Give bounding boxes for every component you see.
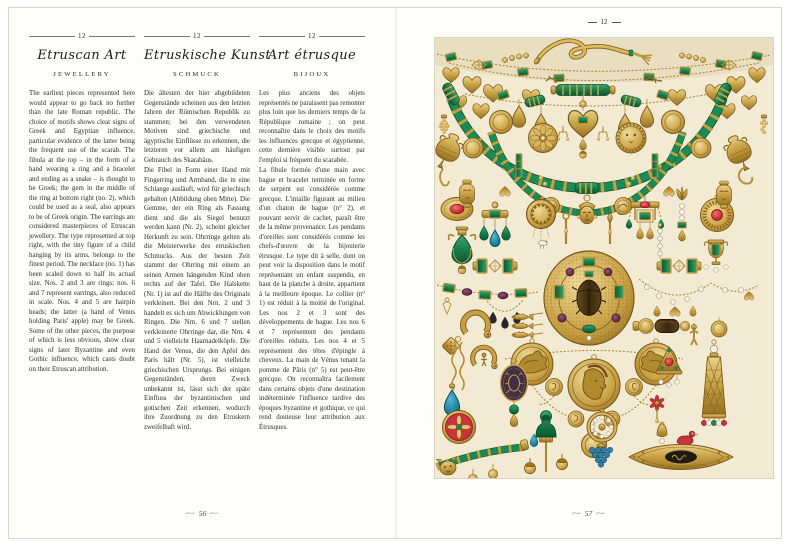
column-subtitle: SCHMUCK <box>172 71 221 78</box>
paragraph: The earliest pieces represented here would appear to go back no further than the late Roman republic. The choice of motifs shows clear signs of Greek and Egyptian influence, particular evidence of the latter being the frequent use of the scarab. The fibula at the top – in the form of a hand wearing a ring and a bracelet and ending as a snake – is thought to be Greek; the gem in the middle of the ring at bottom right (no. 2), which could be used as a seal, also appears to be of Greek origin. The earrings are considered masterpieces of Etruscan jewellery. The type represented at top right, with the tiny figure of a child hanging by its arms, belongs to the finest period. The necklace (no. 1) has been scaled down to half its actual size. Nos. 2 and 3 are rings; nos. 6 and 7 represent earrings, also reduced in scale. Nos. 4 and 5 are hairpin heads; the latter (a hand of Venus holding Paris' apple) may be Greek. Some of the other pieces, the purpose of which is less obvious, show clear signs of later Byzantine and even Gothic influence, which casts doubt on their Etruscan attribution. <box>29 90 135 373</box>
lion-medallion <box>616 123 646 153</box>
plate-number: 12 <box>78 32 86 40</box>
page-number-flourish: ~ <box>209 509 219 518</box>
plate-number: 12 <box>193 32 201 40</box>
right-page <box>396 8 781 538</box>
jewellery-plate-illustration <box>435 38 773 478</box>
column-body <box>144 89 250 432</box>
paragraph: Die Fibel in Form einer Hand mit Fingerring und Armband, die in eine Schlange ausläuft, wird für griechisch gehalten (Abbildung oben Mitte). Die Gemme, der ein Ring als Fassung dient und die als Siegel benutzt werden kann (Nr. 2), scheint gleicher Herkunft zu sein. Ohrringe gelten als die Meisterwerke des etruskischen Schmucks. Aus der besten Zeit stammt der Ohrring mit einem an seinen Armen hängenden Kind oben rechts auf der Tafel. Die Halskette (Nr. 1) ist auf die Hälfte des Originals verkleinert. Bei den Nrn. 2 und 3 handelt es sich um Abwicklungen von Ringen. Die Nrn. 6 und 7 stellen verkleinerte Ohrringe dar, die Nrn. 4 und 5 vielleicht Haarnadelköpfe. Die Hand der Venus, die den Apfel des Paris hält (Nr. 5), ist vielleicht griechischen Ursprungs. Bei einigen Gegenständen, deren Zweck unbekannt ist, lässt sich der späte Einfluss der byzantinischen und gotischen Zeit erkennen, wodurch ihre Zuordnung zu den Etruskern zweifelhaft wird. <box>144 167 250 431</box>
plate-header <box>435 18 773 26</box>
jewellery-plate <box>435 38 773 478</box>
page-number-value: 57 <box>584 509 593 518</box>
paragraph: La fibule formée d'une main avec bague et bracelet terminée en forme de serpent est considérée comme grecque. L'intaille figurant au milieu d'un chaton de bague (n° 2), et pouvant servir de cachet, paraît être de la même provenance. Les pendants d'oreilles sont considérés comme les chefs-d'œuvre de la bijouterie étrusque. Le type dit à selle, dont on peut voir la disposition dans le motif représentant un enfant suspendu, en haut de la planche à droite, appartient à la meilleure époque. Le collier (n° 1) est réduit à la moitié de l'original. Les nos 2 et 3 sont des développements de bague. Les nos 6 et 7 représentent des pendants d'oreilles réduits. Les nos 4 et 5 représentent des têtes d'épingle à cheveux. La main de Vénus tenant la pomme de Pâris (n° 5) est peut-être grecque. On reconnaîtra facilement dans certains objets d'une destination indéterminée l'influence tardive des époques byzantine et gothique, ce qui rend douteuse leur attribution aux Étrusques. <box>259 167 365 431</box>
column-title: Etruskische Kunst <box>144 48 272 63</box>
header-rule-right <box>89 36 135 37</box>
stamped-medallion-right <box>615 198 632 215</box>
emerald-bar-brooch-right <box>657 259 701 273</box>
page-number-right <box>396 509 781 518</box>
page-number-flourish: ~ <box>572 509 582 518</box>
green-coil-bar <box>551 85 615 96</box>
column-german <box>144 32 272 433</box>
plate-number: 12 <box>600 18 608 26</box>
column-french <box>259 32 365 433</box>
text-columns <box>29 32 367 433</box>
column-body <box>29 89 135 374</box>
column-header <box>144 32 250 40</box>
book-spine <box>395 8 398 538</box>
page-number-flourish: ~ <box>595 509 605 518</box>
emerald-bar-brooch-left <box>473 259 517 273</box>
paragraph: Les plus anciens des objets représentés ne paraissent pas remonter plus loin que les derniers temps de la République romaine ; on peut reconnaître dans le choix des motifs les influences grecque et égyptienne, cette dernière visible surtout par l'emploi si fréquent du scarabée. <box>259 90 365 164</box>
rosette-medallion <box>529 124 558 153</box>
header-rule-right <box>204 36 250 37</box>
column-subtitle: BIJOUX <box>293 71 331 78</box>
red-enamel-disc-brooch <box>443 411 476 444</box>
plate-number: 12 <box>308 32 316 40</box>
header-rule-right <box>319 36 365 37</box>
header-rule-left <box>259 36 305 37</box>
header-rule-left <box>29 36 75 37</box>
page-number-left <box>9 509 396 518</box>
column-header <box>29 32 135 40</box>
page-number-value: 56 <box>198 509 207 518</box>
column-title: Etruscan Art <box>37 48 127 63</box>
column-english <box>29 32 135 433</box>
column-subtitle: JEWELLERY <box>53 71 111 78</box>
paragraph: Die ältesten der hier abgebildeten Gegenstände scheinen aus den letzten Jahren der Römischen Republik zu stammen; bei den verwendeten Motiven sind griechische und ägyptische Einflüsse zu erkennen, die letzteren vor allem am häufigen Gebrauch des Skarabäus. <box>144 90 250 164</box>
scarab-oval-medallion <box>544 251 634 345</box>
book-spread <box>8 7 782 539</box>
page-number-flourish: ~ <box>186 509 196 518</box>
header-rule-left <box>144 36 190 37</box>
left-page <box>9 8 396 538</box>
column-header <box>259 32 365 40</box>
header-dash-right <box>612 22 621 23</box>
header-dash-left <box>588 22 597 23</box>
column-title: Art étrusque <box>267 48 357 63</box>
column-body <box>259 89 365 432</box>
